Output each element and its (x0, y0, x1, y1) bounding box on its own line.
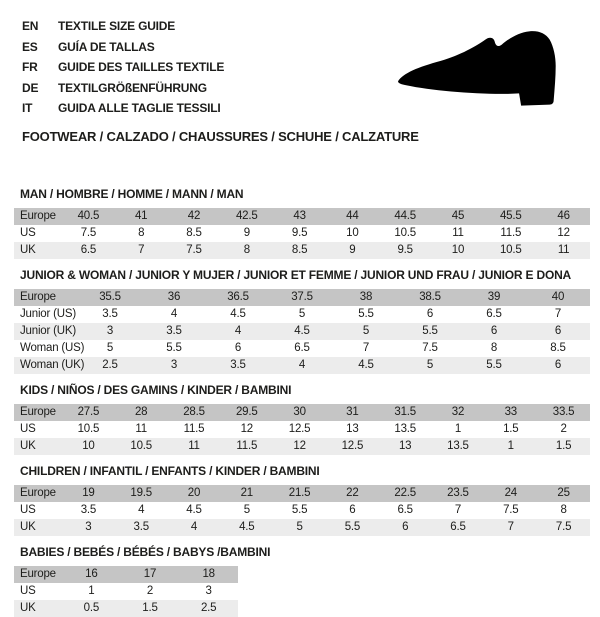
size-cell: 28.5 (183, 406, 205, 418)
size-table (14, 289, 590, 374)
size-cell: 10.5 (394, 227, 416, 239)
size-cell: 36 (167, 291, 181, 303)
row-label: UK (20, 521, 36, 533)
row-label: Europe (20, 210, 56, 222)
size-cell: 33.5 (552, 406, 575, 418)
size-cell: 2 (560, 423, 567, 435)
table-row (14, 485, 590, 502)
row-label: Woman (UK) (20, 359, 85, 371)
size-cell: 6 (402, 521, 409, 533)
size-cell: 6 (349, 504, 356, 516)
row-label: Europe (20, 568, 56, 580)
size-cell: 33 (504, 406, 517, 418)
table-row (14, 340, 590, 357)
size-cell: 5.5 (422, 325, 438, 337)
size-cell: 12 (240, 423, 253, 435)
size-cell: 3.5 (80, 504, 97, 516)
size-cell: 13 (346, 423, 359, 435)
size-cell: 22.5 (394, 487, 416, 499)
size-cell: 7.5 (555, 521, 572, 533)
size-cell: 4.5 (358, 359, 374, 371)
table-row (14, 566, 238, 583)
size-section (14, 384, 600, 455)
size-cell: 2.5 (200, 602, 217, 614)
language-code: DE (22, 80, 39, 95)
size-cell: 7.5 (80, 227, 97, 239)
size-cell: 28 (134, 406, 148, 418)
size-cell: 7 (138, 244, 145, 256)
table-row (14, 404, 590, 421)
size-cell: 16 (85, 568, 98, 580)
size-cell: 5.5 (291, 504, 308, 516)
table-title: KIDS / NIÑOS / DES GAMINS / KINDER / BAMBINI (20, 382, 292, 397)
size-cell: 25 (557, 487, 570, 499)
size-cell: 23.5 (447, 487, 469, 499)
category-line: FOOTWEAR / CALZADO / CHAUSSURES / SCHUHE / CALZATURE (22, 128, 419, 144)
size-cell: 21.5 (288, 487, 311, 499)
size-section (14, 188, 600, 259)
size-cell: 10 (346, 227, 359, 239)
size-cell: 38.5 (419, 291, 441, 303)
size-cell: 3.5 (102, 308, 118, 320)
table-row (14, 306, 590, 323)
size-cell: 44 (346, 210, 359, 222)
size-cell: 21 (240, 487, 253, 499)
size-cell: 11 (452, 227, 464, 239)
size-cell: 1 (88, 585, 95, 597)
table-title: JUNIOR & WOMAN / JUNIOR Y MUJER / JUNIOR ET FEMME / JUNIOR UND FRAU / JUNIOR E DONA (20, 267, 572, 282)
language-code: ES (22, 39, 38, 54)
size-table (14, 404, 590, 455)
size-cell: 42 (187, 210, 201, 222)
size-cell: 31 (346, 406, 359, 418)
size-cell: 6.5 (80, 244, 97, 256)
language-code: FR (22, 60, 38, 74)
size-cell: 38 (359, 291, 373, 303)
size-cell: 10.5 (77, 423, 100, 435)
size-cell: 7 (454, 504, 462, 516)
language-code: IT (22, 101, 33, 115)
size-cell: 30 (293, 406, 306, 418)
size-cell: 3 (170, 359, 178, 371)
size-cell: 6.5 (450, 521, 466, 533)
size-cell: 7 (507, 521, 514, 533)
row-label: US (20, 227, 36, 239)
size-cell: 8 (560, 504, 567, 516)
size-cell: 3.5 (133, 521, 149, 533)
size-cell: 19 (82, 487, 95, 499)
size-cell: 11.5 (500, 227, 522, 239)
table-row (14, 323, 590, 340)
size-cell: 37.5 (291, 291, 313, 303)
row-label: Junior (UK) (20, 325, 76, 337)
size-cell: 41 (134, 210, 148, 222)
size-cell: 12.5 (341, 440, 364, 452)
size-cell: 0.5 (83, 602, 100, 614)
size-cell: 4 (298, 359, 306, 371)
size-cell: 5 (362, 325, 370, 337)
size-tables (14, 188, 600, 617)
size-cell: 4.5 (239, 521, 255, 533)
size-cell: 9.5 (397, 244, 413, 256)
size-cell: 9 (243, 227, 250, 239)
size-cell: 8.5 (291, 244, 308, 256)
size-cell: 8 (490, 342, 498, 354)
size-cell: 40 (551, 291, 565, 303)
size-cell: 19.5 (130, 487, 152, 499)
size-cell: 36.5 (227, 291, 249, 303)
size-cell: 6.5 (294, 342, 310, 354)
row-label: US (20, 504, 36, 516)
size-cell: 43 (293, 210, 306, 222)
language-label: GUIDA ALLE TAGLIE TESSILI (58, 101, 221, 115)
size-cell: 7.5 (186, 244, 202, 256)
table-title: CHILDREN / INFANTIL / ENFANTS / KINDER / BAMBINI (20, 463, 320, 478)
size-cell: 17 (143, 568, 157, 580)
language-label: GUÍA DE TALLAS (58, 39, 155, 54)
size-cell: 35.5 (99, 291, 121, 303)
size-cell: 8 (243, 244, 250, 256)
size-cell: 9.5 (291, 227, 308, 239)
size-cell: 2.5 (102, 359, 118, 371)
size-cell: 1 (507, 440, 514, 452)
size-cell: 5 (298, 308, 306, 320)
size-cell: 10 (82, 440, 95, 452)
size-cell: 11.5 (183, 423, 205, 435)
table-row (14, 225, 590, 242)
language-label: TEXTILGRÖßENFÜHRUNG (58, 80, 207, 95)
size-cell: 10.5 (130, 440, 152, 452)
row-label: Europe (20, 406, 56, 418)
size-cell: 8.5 (550, 342, 566, 354)
row-label: Woman (US) (20, 342, 85, 354)
table-row (14, 208, 590, 225)
size-cell: 1 (454, 423, 462, 435)
size-cell: 1.5 (555, 440, 572, 452)
size-cell: 4.5 (294, 325, 310, 337)
size-cell: 42.5 (235, 210, 258, 222)
table-row (14, 242, 590, 259)
size-cell: 4.5 (186, 504, 202, 516)
size-cell: 8.5 (186, 227, 202, 239)
size-cell: 4.5 (230, 308, 246, 320)
size-cell: 13.5 (447, 440, 469, 452)
size-cell: 5 (426, 359, 434, 371)
size-cell: 20 (187, 487, 201, 499)
size-cell: 12.5 (288, 423, 311, 435)
size-cell: 11 (557, 244, 570, 256)
row-label: UK (20, 244, 36, 256)
size-cell: 7.5 (503, 504, 519, 516)
size-cell: 1.5 (503, 423, 519, 435)
table-row (14, 438, 590, 455)
size-cell: 45.5 (499, 210, 522, 222)
row-label: Europe (20, 291, 56, 303)
size-cell: 24 (504, 487, 517, 499)
size-cell: 11 (188, 440, 200, 452)
language-label: TEXTILE SIZE GUIDE (58, 19, 176, 33)
row-label: Junior (US) (20, 308, 76, 320)
table-row (14, 583, 238, 600)
size-cell: 27.5 (77, 406, 100, 418)
language-code: EN (22, 19, 39, 33)
table-row (14, 502, 590, 519)
size-cell: 11 (135, 423, 147, 435)
size-cell: 7 (554, 308, 562, 320)
size-cell: 3 (85, 521, 92, 533)
size-section (14, 465, 600, 536)
size-table (14, 566, 238, 617)
dress-shoe-icon (396, 28, 574, 112)
size-cell: 18 (202, 568, 215, 580)
size-cell: 45 (451, 210, 465, 222)
size-cell: 22 (346, 487, 359, 499)
size-cell: 3 (106, 325, 114, 337)
row-label: UK (20, 440, 36, 452)
size-cell: 44.5 (394, 210, 416, 222)
table-title: MAN / HOMBRE / HOMME / MANN / MAN (20, 186, 244, 201)
size-cell: 31.5 (394, 406, 416, 418)
size-cell: 32 (451, 406, 465, 418)
size-cell: 13 (398, 440, 412, 452)
table-row (14, 600, 238, 617)
size-cell: 5 (243, 504, 250, 516)
table-row (14, 421, 590, 438)
table-row (14, 519, 590, 536)
size-cell: 6 (554, 325, 562, 337)
size-cell: 6.5 (486, 308, 502, 320)
size-cell: 9 (349, 244, 356, 256)
size-cell: 4 (138, 504, 145, 516)
size-cell: 6 (234, 342, 242, 354)
size-section (14, 269, 600, 374)
row-label: US (20, 585, 36, 597)
size-cell: 40.5 (77, 210, 100, 222)
table-title: BABIES / BEBÉS / BÉBÉS / BABYS /BAMBINI (20, 544, 271, 559)
size-table (14, 485, 590, 536)
size-table (14, 208, 590, 259)
size-cell: 7 (362, 342, 370, 354)
row-label: UK (20, 602, 36, 614)
size-cell: 1.5 (142, 602, 158, 614)
size-cell: 6 (490, 325, 498, 337)
size-cell: 4 (234, 325, 242, 337)
size-cell: 3 (205, 585, 212, 597)
size-cell: 6 (554, 359, 562, 371)
table-row (14, 357, 590, 374)
language-label: GUIDE DES TAILLES TEXTILE (58, 60, 225, 74)
size-cell: 5.5 (486, 359, 502, 371)
size-cell: 5 (106, 342, 114, 354)
size-cell: 7.5 (422, 342, 438, 354)
size-section (14, 546, 600, 617)
size-cell: 5.5 (166, 342, 182, 354)
size-cell: 3.5 (230, 359, 246, 371)
size-cell: 5.5 (358, 308, 374, 320)
size-cell: 12 (293, 440, 306, 452)
size-cell: 11.5 (236, 440, 258, 452)
size-cell: 46 (557, 210, 570, 222)
row-label: Europe (20, 487, 56, 499)
size-cell: 4 (190, 521, 198, 533)
size-cell: 12 (557, 227, 570, 239)
size-cell: 8 (138, 227, 145, 239)
table-row (14, 289, 590, 306)
size-cell: 39 (487, 291, 501, 303)
size-cell: 6.5 (397, 504, 413, 516)
size-cell: 2 (146, 585, 154, 597)
size-cell: 6 (426, 308, 434, 320)
size-cell: 4 (170, 308, 178, 320)
row-label: US (20, 423, 36, 435)
size-cell: 13.5 (394, 423, 416, 435)
size-cell: 29.5 (235, 406, 258, 418)
size-cell: 10 (451, 244, 465, 256)
size-cell: 10.5 (499, 244, 522, 256)
size-cell: 5 (296, 521, 303, 533)
size-cell: 3.5 (166, 325, 182, 337)
size-cell: 5.5 (344, 521, 361, 533)
